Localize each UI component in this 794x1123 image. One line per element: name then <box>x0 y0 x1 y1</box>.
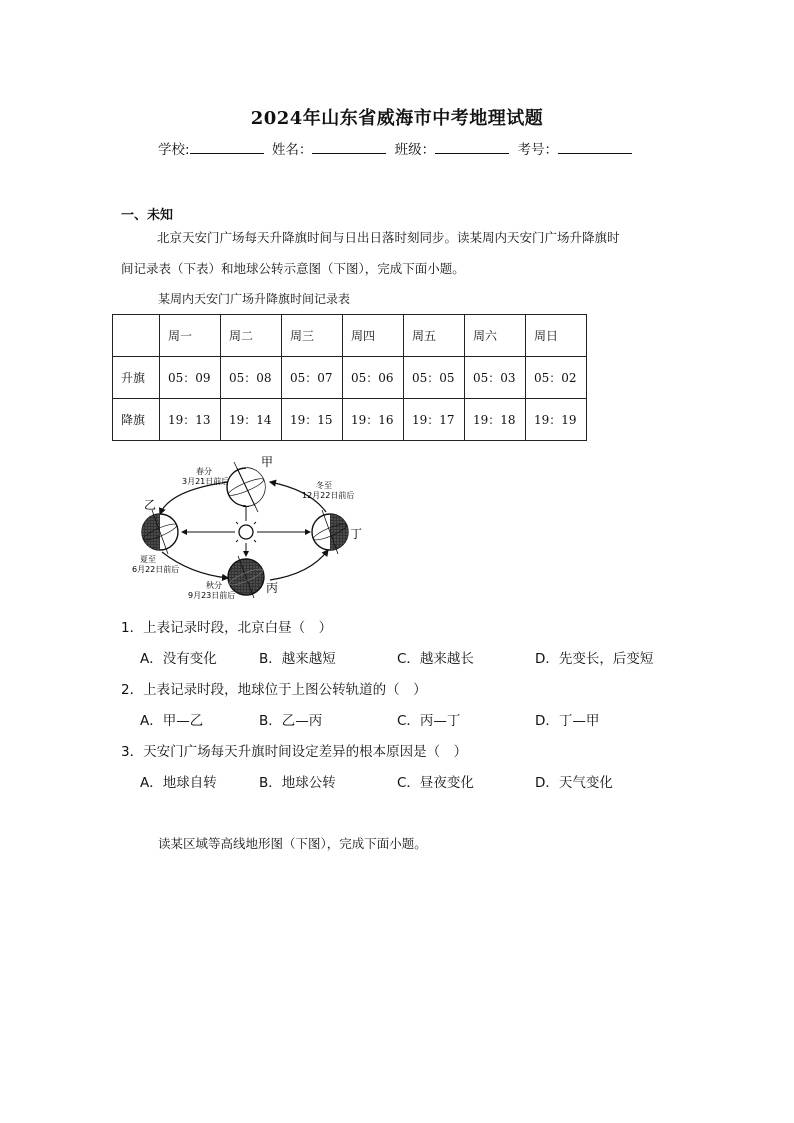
label-ding: 丁 <box>350 527 363 541</box>
label-bing: 丙 <box>266 581 279 595</box>
table-cell: 19：13 <box>160 399 221 441</box>
table-header-row <box>113 315 587 357</box>
table-cell: 05：08 <box>221 357 282 399</box>
question-1-option-b[interactable]: B．越来越短 <box>259 651 336 667</box>
name-blank[interactable] <box>312 141 386 154</box>
table-row <box>113 357 587 399</box>
table-cell: 05：02 <box>526 357 587 399</box>
question-2-option-b[interactable]: B．乙—丙 <box>259 713 323 729</box>
sun-icon <box>232 518 260 546</box>
table-cell: 05：07 <box>282 357 343 399</box>
intro-line-2: 间记录表（下表）和地球公转示意图（下图），完成下面小题。 <box>121 261 465 276</box>
question-1-option-a[interactable]: A．没有变化 <box>140 651 217 667</box>
flag-time-table <box>112 314 587 441</box>
table-cell: 升旗 <box>113 357 160 399</box>
class-label: 班级： <box>394 142 436 158</box>
earth-revolution-diagram <box>130 452 370 602</box>
question-3-stem: 3．天安门广场每天升旗时间设定差异的根本原因是（ ） <box>121 744 468 760</box>
table-header-cell <box>113 315 160 357</box>
table-cell: 降旗 <box>113 399 160 441</box>
table-cell: 05：09 <box>160 357 221 399</box>
table-cell: 19：19 <box>526 399 587 441</box>
question-3-option-a[interactable]: A．地球自转 <box>140 775 217 791</box>
table-header-cell: 周五 <box>404 315 465 357</box>
table-cell: 19：15 <box>282 399 343 441</box>
orbit-arrow <box>160 482 228 514</box>
table-header-cell: 周四 <box>343 315 404 357</box>
autumn-label: 秋分 <box>206 581 222 590</box>
question-3-option-c[interactable]: C．昼夜变化 <box>397 775 474 791</box>
table-header-cell: 周日 <box>526 315 587 357</box>
summer-label: 夏至 <box>140 555 156 564</box>
table-cell: 19：18 <box>465 399 526 441</box>
table-header-cell: 周六 <box>465 315 526 357</box>
question-1-option-c[interactable]: C．越来越长 <box>397 651 474 667</box>
earth-jia-icon <box>227 462 265 512</box>
label-jia: 甲 <box>261 455 274 469</box>
page-title: 2024年山东省威海市中考地理试题 <box>250 108 544 129</box>
earth-yi-icon <box>142 510 178 554</box>
intro-paragraph-2: 读某区域等高线地形图（下图），完成下面小题。 <box>158 836 427 851</box>
table-cell: 19：16 <box>343 399 404 441</box>
spring-date: 3月21日前后 <box>182 477 230 486</box>
summer-date: 6月22日前后 <box>132 565 180 574</box>
name-label: 姓名： <box>271 142 313 158</box>
intro-line-1: 北京天安门广场每天升降旗时间与日出日落时刻同步。读某周内天安门广场升降旗时 <box>157 230 620 245</box>
table-cell: 05：05 <box>404 357 465 399</box>
autumn-date: 9月23日前后 <box>188 591 236 600</box>
section-heading: 一、未知 <box>121 208 174 223</box>
question-2-option-d[interactable]: D．丁—甲 <box>535 713 600 729</box>
question-1-option-d[interactable]: D．先变长，后变短 <box>535 651 654 667</box>
table-cell: 05：06 <box>343 357 404 399</box>
class-blank[interactable] <box>435 141 509 154</box>
winter-label: 冬至 <box>316 481 332 490</box>
orbit-arrow <box>270 550 328 580</box>
intro-paragraph <box>121 222 681 284</box>
question-2-option-a[interactable]: A．甲—乙 <box>140 713 204 729</box>
winter-date: 12月22日前后 <box>302 491 355 500</box>
exam-no-blank[interactable] <box>558 141 632 154</box>
exam-no-label: 考号： <box>517 142 558 158</box>
school-label: 学校: <box>158 142 190 158</box>
question-2-stem: 2．上表记录时段，地球位于上图公转轨道的（ ） <box>121 682 427 698</box>
earth-ding-icon <box>312 510 348 554</box>
question-1-stem: 1．上表记录时段，北京白昼（ ） <box>121 620 333 636</box>
school-blank[interactable] <box>190 141 264 154</box>
table-cell: 19：17 <box>404 399 465 441</box>
table-row <box>113 399 587 441</box>
spring-label: 春分 <box>196 467 212 476</box>
question-3-option-d[interactable]: D．天气变化 <box>535 775 613 791</box>
student-info-line <box>0 138 794 158</box>
table-cell: 05：03 <box>465 357 526 399</box>
table-header-cell: 周一 <box>160 315 221 357</box>
label-yi: 乙 <box>144 498 157 512</box>
table-header-cell: 周二 <box>221 315 282 357</box>
table-caption: 某周内天安门广场升降旗时间记录表 <box>158 292 351 306</box>
table-cell: 19：14 <box>221 399 282 441</box>
question-3-option-b[interactable]: B．地球公转 <box>259 775 336 791</box>
table-header-cell: 周三 <box>282 315 343 357</box>
question-2-option-c[interactable]: C．丙—丁 <box>397 713 461 729</box>
